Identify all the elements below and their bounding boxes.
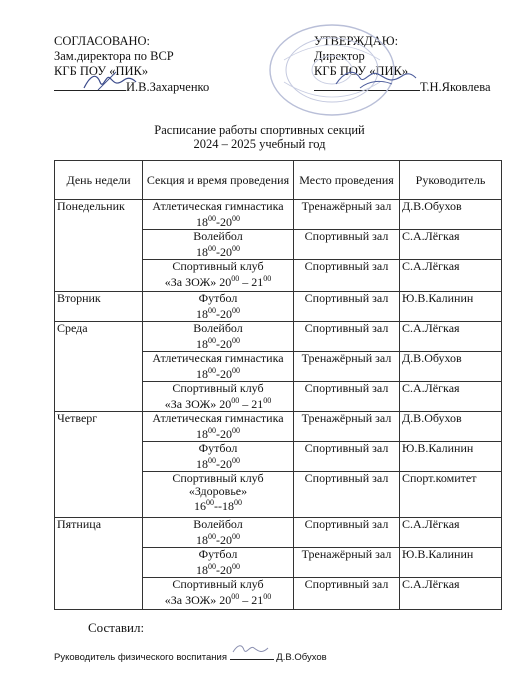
section-cell — [143, 260, 294, 292]
header-day: День недели — [55, 161, 143, 200]
compiler-signature-icon — [230, 640, 272, 658]
table-row — [55, 322, 502, 352]
place-cell: Спортивный зал — [294, 292, 400, 322]
section-name: Футбол — [198, 441, 238, 455]
approval-signature-icon — [80, 68, 140, 94]
section-time: «За ЗОЖ» $20^{00} - 21^{00}$ — [164, 273, 272, 289]
section-time: $18^{00}-20^{00}$ — [196, 455, 240, 471]
section-time: $16^{00}--18^{00}$ — [194, 498, 242, 513]
compiler-position: Руководитель физического воспитания — [54, 652, 227, 663]
confirm-position: Директор — [314, 49, 365, 63]
section-time: «За ЗОЖ» $20^{00} - 21^{00}$ — [164, 591, 272, 607]
section-name: Спортивный клуб — [172, 259, 264, 273]
leader-cell: Ю.В.Калинин — [400, 292, 502, 322]
section-cell — [143, 412, 294, 442]
section-cell — [143, 292, 294, 322]
leader-cell: Д.В.Обухов — [400, 200, 502, 230]
section-cell — [143, 578, 294, 610]
section-name: Атлетическая гимнастика — [152, 199, 284, 213]
place-cell: Спортивный зал — [294, 382, 400, 412]
day-cell: Вторник — [55, 292, 143, 322]
leader-cell: Спорт.комитет — [400, 472, 502, 518]
table-row — [55, 518, 502, 548]
compiled-label: Составил: — [88, 620, 145, 635]
section-time: $18^{00}-20^{00}$ — [196, 531, 240, 547]
place-cell: Спортивный зал — [294, 472, 400, 518]
section-cell — [143, 548, 294, 578]
confirm-org: КГБ ПОУ «ПИК» — [314, 64, 409, 78]
leader-cell: Д.В.Обухов — [400, 412, 502, 442]
table-row — [55, 412, 502, 442]
section-cell — [143, 322, 294, 352]
section-cell — [143, 442, 294, 472]
leader-cell: С.А.Лёгкая — [400, 518, 502, 548]
confirm-name: Т.Н.Яковлева — [420, 80, 491, 94]
place-cell: Спортивный зал — [294, 230, 400, 260]
section-time: $18^{00}-20^{00}$ — [196, 335, 240, 351]
place-cell: Спортивный зал — [294, 518, 400, 548]
section-time: $18^{00}-20^{00}$ — [196, 243, 240, 259]
leader-cell: С.А.Лёгкая — [400, 382, 502, 412]
place-cell: Тренажёрный зал — [294, 412, 400, 442]
leader-cell: С.А.Лёгкая — [400, 322, 502, 352]
place-cell: Спортивный зал — [294, 322, 400, 352]
section-name: Футбол — [198, 291, 238, 305]
schedule-body — [55, 200, 502, 610]
section-cell — [143, 200, 294, 230]
schedule-title — [0, 123, 519, 151]
section-time: «За ЗОЖ» $20^{00} - 21^{00}$ — [164, 395, 272, 411]
section-cell — [143, 382, 294, 412]
schedule-table — [54, 160, 502, 610]
approval-heading: СОГЛАСОВАНО: — [54, 34, 151, 48]
section-time: $18^{00}-20^{00}$ — [196, 365, 240, 381]
place-cell: Тренажёрный зал — [294, 548, 400, 578]
leader-cell: Д.В.Обухов — [400, 352, 502, 382]
section-name: Волейбол — [193, 517, 243, 531]
compiler-line — [54, 650, 327, 663]
table-row — [55, 292, 502, 322]
section-cell — [143, 230, 294, 260]
day-cell: Среда — [55, 322, 143, 412]
section-cell — [143, 472, 294, 518]
approval-org: КГБ ПОУ «ПИК» — [54, 64, 149, 78]
header-leader: Руководитель — [400, 161, 502, 200]
section-name: Спортивный клуб — [172, 381, 264, 395]
place-cell: Спортивный зал — [294, 442, 400, 472]
place-cell: Тренажёрный зал — [294, 200, 400, 230]
section-name: Спортивный клуб — [172, 577, 264, 591]
header-section: Секция и время проведения — [143, 161, 294, 200]
confirm-heading: УТВЕРЖДАЮ: — [314, 34, 399, 48]
schedule-title-line1: Расписание работы спортивных секций — [154, 123, 365, 137]
section-cell — [143, 518, 294, 548]
section-time: $18^{00}-20^{00}$ — [196, 561, 240, 577]
approval-name: И.В.Захарченко — [126, 80, 210, 94]
section-name: Атлетическая гимнастика — [152, 411, 284, 425]
compiler-name: Д.В.Обухов — [276, 652, 327, 663]
section-name: Волейбол — [193, 229, 243, 243]
section-time: $18^{00}-20^{00}$ — [196, 425, 240, 441]
section-name: Спортивный клуб — [172, 471, 264, 485]
leader-cell: Ю.В.Калинин — [400, 548, 502, 578]
section-name: Футбол — [198, 547, 238, 561]
day-cell: Понедельник — [55, 200, 143, 292]
section-time: $18^{00}-20^{00}$ — [196, 213, 240, 229]
leader-cell: Ю.В.Калинин — [400, 442, 502, 472]
place-cell: Тренажёрный зал — [294, 352, 400, 382]
schedule-title-line2: 2024 – 2025 учебный год — [193, 137, 326, 151]
section-subtitle: «Здоровье» — [188, 483, 248, 498]
table-header-row — [55, 161, 502, 200]
leader-cell: С.А.Лёгкая — [400, 260, 502, 292]
table-row — [55, 200, 502, 230]
approval-position: Зам.директора по ВСР — [54, 49, 174, 63]
section-time: $18^{00}-20^{00}$ — [196, 305, 240, 321]
director-signature-icon — [330, 62, 420, 92]
section-name: Атлетическая гимнастика — [152, 351, 284, 365]
leader-cell: С.А.Лёгкая — [400, 578, 502, 610]
section-cell — [143, 352, 294, 382]
header-place: Место проведения — [294, 161, 400, 200]
day-cell: Пятница — [55, 518, 143, 610]
place-cell: Спортивный зал — [294, 578, 400, 610]
place-cell: Спортивный зал — [294, 260, 400, 292]
day-cell: Четверг — [55, 412, 143, 518]
section-name: Волейбол — [193, 321, 243, 335]
leader-cell: С.А.Лёгкая — [400, 230, 502, 260]
